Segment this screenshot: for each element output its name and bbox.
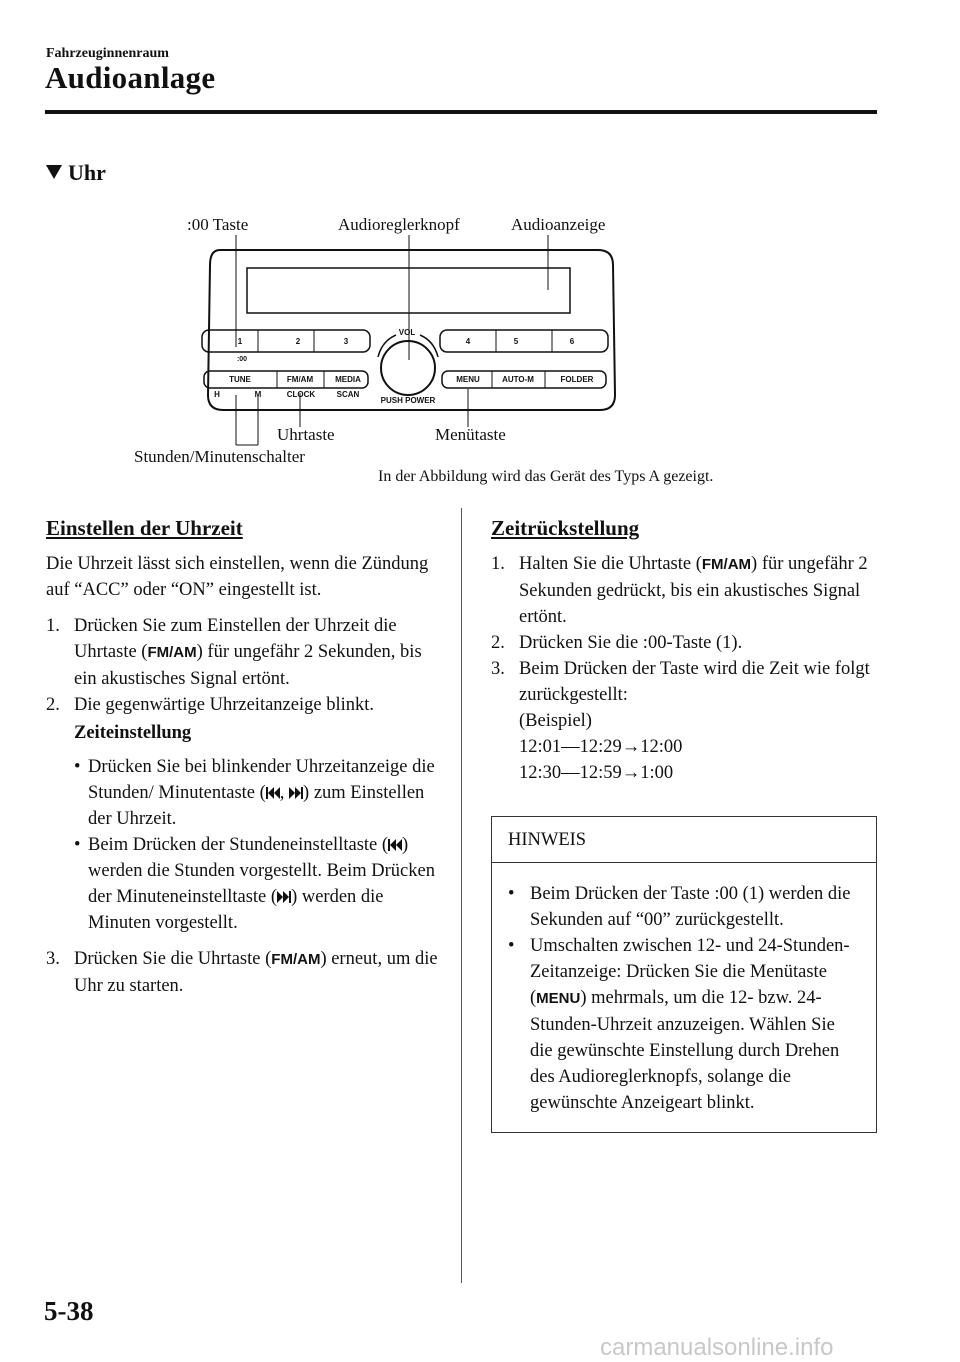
- button-6: 6: [569, 337, 575, 346]
- bullet-1: • Drücken Sie bei blinkender Uhrzeitanzeige die Stunden/ Minutentaste ( , ) zum Einstellen der Uhrzeit.: [74, 757, 435, 829]
- label-stunden-minutenschalter: Stunden/Minutenschalter: [134, 447, 305, 466]
- button-00: :00: [236, 356, 248, 363]
- page-title: Audioanlage: [45, 60, 216, 95]
- section-label: Fahrzeuginnenraum: [46, 46, 169, 61]
- watermark: carmanualsonline.info: [600, 1334, 834, 1361]
- fmam-key: FM/AM: [271, 951, 321, 968]
- reset-step-2: 2. Drücken Sie die :00-Taste (1).: [491, 633, 743, 653]
- prev-track-icon: [266, 787, 280, 799]
- button-media: MEDIA: [335, 375, 361, 384]
- button-1: 1: [237, 337, 243, 346]
- label-scan: SCAN: [336, 390, 360, 399]
- label-h: H: [214, 390, 220, 399]
- reset-step-3: 3. Beim Drücken der Taste wird die Zeit wie folgt zurückgestellt: (Beispiel) 12:01—12:29→12:00 12:30—12:59→1:00: [491, 656, 877, 786]
- uhr-heading: Uhr: [46, 160, 106, 186]
- triangle-icon: [46, 165, 62, 179]
- menu-key: MENU: [536, 990, 581, 1007]
- page-number: 5-38: [44, 1296, 94, 1326]
- label-clock: CLOCK: [286, 390, 316, 399]
- button-menu: MENU: [456, 375, 480, 384]
- label-uhrtaste: Uhrtaste: [277, 425, 335, 444]
- next-track-icon: [289, 787, 303, 799]
- label-m: M: [254, 390, 262, 399]
- button-5: 5: [513, 337, 519, 346]
- intro-text: Die Uhrzeit lässt sich einstellen, wenn die Zündung auf “ACC” oder “ON” eingestellt ist.: [46, 554, 429, 600]
- note-box: [491, 816, 877, 1133]
- radio-diagram: [120, 205, 820, 500]
- button-3: 3: [343, 337, 349, 346]
- button-folder: FOLDER: [560, 375, 594, 384]
- step-3: 3. Drücken Sie die Uhrtaste (FM/AM) erneut, um die Uhr zu starten.: [46, 949, 438, 996]
- push-power-label: PUSH POWER: [380, 396, 436, 405]
- reset-step-1: 1. Halten Sie die Uhrtaste (FM/AM) für ungefähr 2 Sekunden gedrückt, bis ein akustisches Signal ertönt.: [491, 554, 868, 627]
- example-label: (Beispiel): [519, 711, 592, 731]
- left-column: [46, 515, 441, 999]
- right-heading: Zeitrückstellung: [491, 516, 640, 540]
- prev-track-icon: [388, 839, 402, 851]
- bullet-2: • Beim Drücken der Stundeneinstelltaste ( ) werden die Stunden vorgestellt. Beim Drücken der Minuteneinstelltaste ( ) werden die Minuten vorgestellt.: [74, 835, 435, 933]
- vol-label: VOL: [398, 328, 416, 337]
- button-fmam: FM/AM: [286, 375, 314, 384]
- zeit-heading: Zeiteinstellung: [74, 723, 192, 743]
- example-2: 12:30—12:59→1:00: [519, 763, 674, 783]
- button-4: 4: [465, 337, 471, 346]
- fmam-key: FM/AM: [147, 644, 197, 661]
- button-2: 2: [295, 337, 301, 346]
- label-audioanzeige: Audioanzeige: [511, 215, 606, 234]
- example-1: 12:01—12:29→12:00: [519, 737, 683, 757]
- note-bullet-1: • Beim Drücken der Taste :00 (1) werden die Sekunden auf “00” zurückgestellt.: [508, 884, 851, 930]
- label-audioreglerknopf: Audioreglerknopf: [338, 215, 460, 234]
- diagram-caption: In der Abbildung wird das Gerät des Typs A gezeigt.: [378, 468, 714, 485]
- note-bullet-2: • Umschalten zwischen 12- und 24-Stunden-Zeitanzeige: Drücken Sie die Menütaste (MENU) mehrmals, um die 12- bzw. 24-Stunden-Uhrzeit anzuzeigen. Wählen Sie die gewünschte Einstellung durch Drehen des Audioreglerknopfs, solange die gewünschte Anzeigeart blinkt.: [508, 936, 850, 1113]
- right-column: [491, 515, 877, 1133]
- step-2: 2. Die gegenwärtige Uhrzeitanzeige blinkt. Zeiteinstellung • Drücken Sie bei blinkender Uhrzeitanzeige die Stunden/ Minutentaste ( , ) zum Einstellen der Uhrzeit. • Beim Drücken der Stundeneinstelltaste ( ) werden die Stunden vorgestellt. Beim Drücken der Minuteneinstelltaste ( ) werden die Minuten vorgestellt.: [46, 692, 441, 936]
- step-1: 1. Drücken Sie zum Einstellen der Uhrzeit die Uhrtaste (FM/AM) für ungefähr 2 Sekunden, bis ein akustisches Signal ertönt.: [46, 616, 422, 689]
- audio-knob: [381, 341, 435, 395]
- note-title: HINWEIS: [492, 817, 876, 863]
- title-rule: [45, 110, 877, 114]
- fmam-key: FM/AM: [701, 556, 752, 573]
- label-00-taste: :00 Taste: [187, 215, 249, 234]
- left-heading: Einstellen der Uhrzeit: [46, 516, 243, 540]
- label-menuetaste: Menütaste: [435, 425, 506, 444]
- button-autom: AUTO-M: [502, 375, 534, 384]
- button-tune: TUNE: [229, 375, 251, 384]
- column-divider: [461, 508, 462, 1283]
- next-track-icon: [277, 891, 291, 903]
